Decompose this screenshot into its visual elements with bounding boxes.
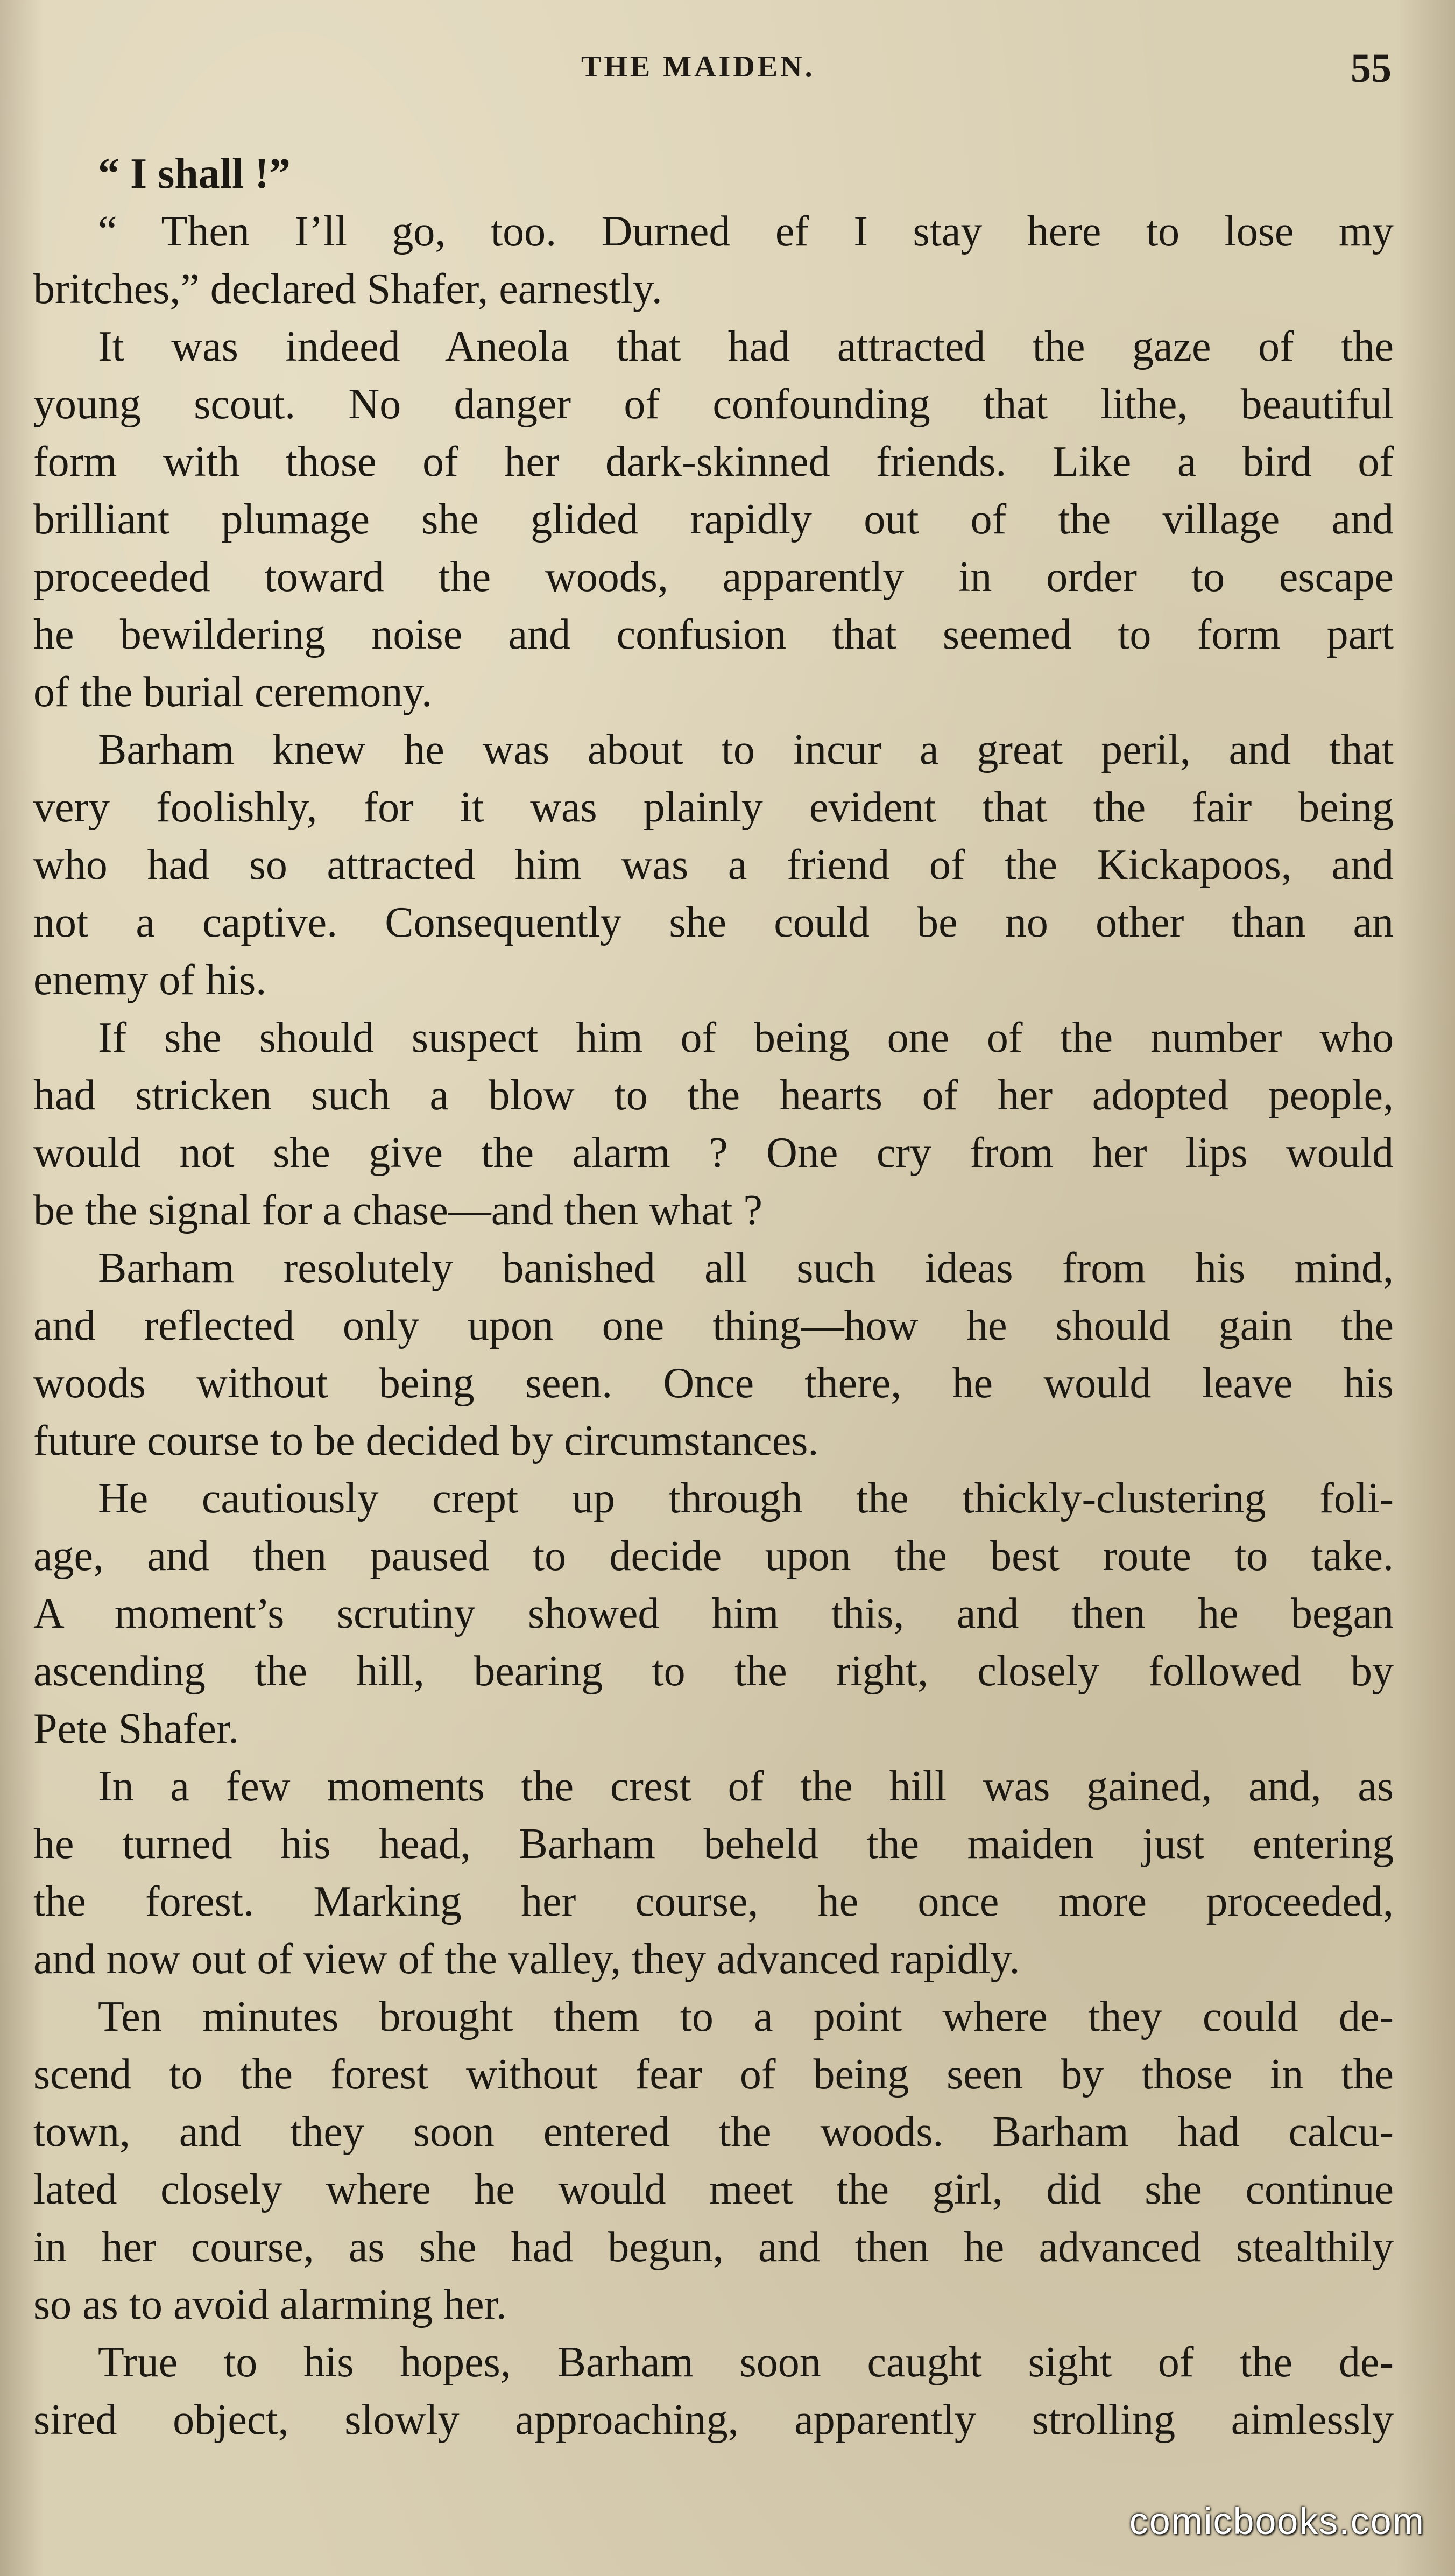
text-line: In a few moments the crest of the hill was gained, and, as [98,1763,1394,1810]
text-line: ascending the hill, bearing to the right, closely followed by [33,1648,1394,1695]
text-line: woods without being seen. Once there, he would leave his [33,1360,1394,1407]
paragraph [33,1470,1394,1758]
text-line: Pete Shafer. [33,1705,239,1752]
text-line: would not she give the alarm ? One cry from her lips would [33,1129,1394,1177]
text-line: young scout. No danger of confounding that lithe, beautiful [33,381,1394,428]
text-line: sired object, slowly approaching, apparently strolling aimlessly [33,2396,1394,2444]
text-line: True to his hopes, Barham soon caught sight of the de- [98,2339,1394,2386]
paragraph [33,721,1394,1009]
text-line: brilliant plumage she glided rapidly out of the village and [33,496,1394,543]
text-line: not a captive. Consequently she could be no other than an [33,899,1394,946]
text-line: and reflected only upon one thing—how he should gain the [33,1302,1394,1349]
text-line: he bewildering noise and confusion that seemed to form part [33,611,1394,658]
text-line: very foolishly, for it was plainly evident that the fair being [33,784,1394,831]
paragraph [33,1009,1394,1240]
running-head: THE MAIDEN. [581,50,815,83]
text-line: of the burial ceremony. [33,668,433,716]
text-line: he turned his head, Barham beheld the maiden just entering [33,1820,1394,1868]
text-line: Barham resolutely banished all such ideas from his mind, [98,1244,1394,1292]
text-line: lated closely where he would meet the girl, did she continue [33,2166,1394,2213]
text-line: and now out of view of the valley, they advanced rapidly. [33,1935,1020,1983]
text-line: so as to avoid alarming her. [33,2281,507,2328]
paragraph [33,1758,1394,1988]
text-line: He cautiously crept up through the thickly-clustering foli- [98,1475,1394,1522]
text-line: future course to be decided by circumstances. [33,1417,819,1465]
text-line: be the signal for a chase—and then what ? [33,1187,763,1234]
text-line: the forest. Marking her course, he once more proceeded, [33,1878,1394,1925]
body-text [33,145,1394,2449]
paragraph [33,1988,1394,2334]
text-line: A moment’s scrutiny showed him this, and then he began [33,1590,1394,1637]
text-line: scend to the forest without fear of being seen by those in the [33,2051,1394,2098]
text-line: who had so attracted him was a friend of the Kickapoos, and [33,841,1394,889]
text-line: It was indeed Aneola that had attracted the gaze of the [98,323,1394,370]
text-line: britches,” declared Shafer, earnestly. [33,265,662,313]
paragraph [33,318,1394,721]
text-line: enemy of his. [33,956,267,1004]
text-line: in her course, as she had begun, and then he advanced stealthily [33,2223,1394,2271]
text-line: form with those of her dark-skinned friends. Like a bird of [33,438,1394,485]
text-line: town, and they soon entered the woods. Barham had calcu- [33,2108,1394,2156]
text-line: had stricken such a blow to the hearts of her adopted people, [33,1072,1394,1119]
page-number: 55 [1351,46,1392,91]
paragraph [33,2334,1394,2449]
text-line: “ Then I’ll go, too. Durned ef I stay here to lose my [98,208,1394,255]
text-line: age, and then paused to decide upon the best route to take. [33,1532,1394,1580]
paragraph [33,1240,1394,1470]
text-line: proceeded toward the woods, apparently in order to escape [33,553,1394,601]
text-line: “ I shall !” [98,150,291,198]
paragraph [33,145,1394,203]
text-line: If she should suspect him of being one of the number who [98,1014,1394,1061]
watermark: comicbooks.com [1129,2500,1425,2542]
text-line: Barham knew he was about to incur a great peril, and that [98,726,1394,773]
paragraph [33,203,1394,318]
text-line: Ten minutes brought them to a point where they could de- [98,1993,1394,2040]
